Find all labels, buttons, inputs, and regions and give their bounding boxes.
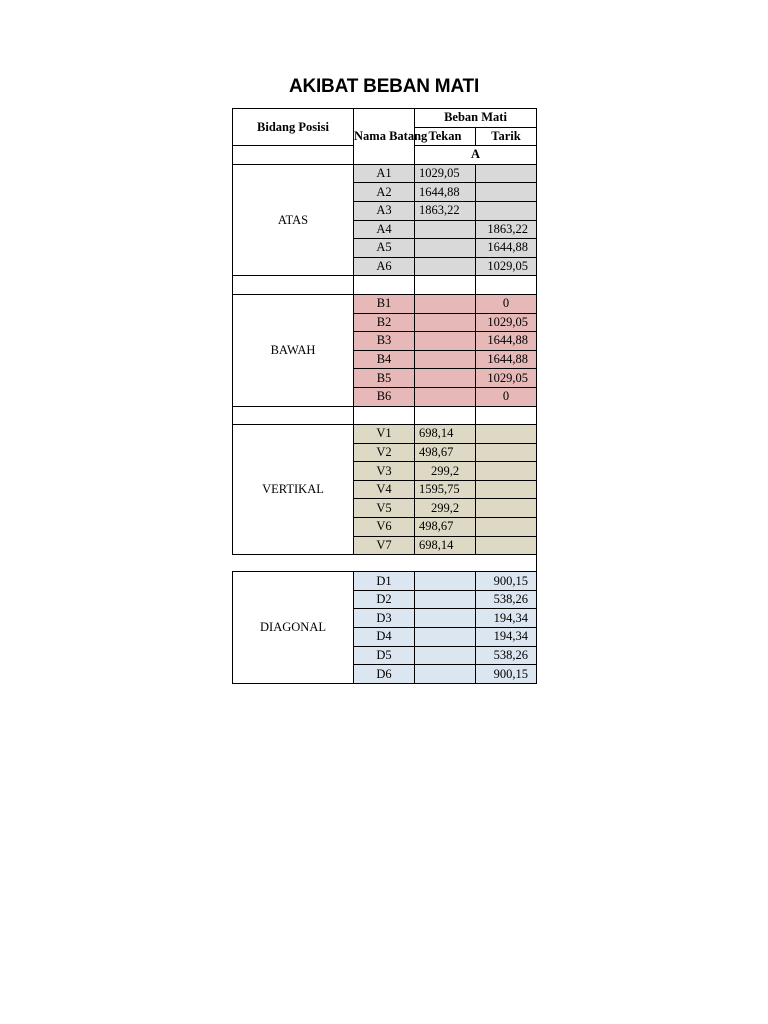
header-tarik: Tarik [476, 127, 537, 146]
tekan-cell: 498,67 [415, 443, 476, 462]
tarik-cell [476, 462, 537, 481]
tarik-cell [476, 443, 537, 462]
table-row [233, 572, 537, 591]
header-nama-batang: Nama Batang [354, 109, 415, 165]
header-blank-cell [233, 146, 354, 165]
header-beban-mati: Beban Mati [415, 109, 537, 128]
tarik-cell: 538,26 [476, 646, 537, 665]
header-sub-a: A [415, 146, 537, 165]
tekan-cell [415, 665, 476, 684]
tekan-cell [415, 609, 476, 628]
tekan-cell [415, 646, 476, 665]
tarik-cell: 1863,22 [476, 220, 537, 239]
nama-cell: D3 [354, 609, 415, 628]
tekan-cell [415, 332, 476, 351]
tarik-cell [476, 201, 537, 220]
nama-cell: V5 [354, 499, 415, 518]
tarik-cell [476, 480, 537, 499]
group-label-vertikal: VERTIKAL [233, 425, 354, 555]
nama-cell: V2 [354, 443, 415, 462]
beban-mati-table [232, 108, 537, 684]
tarik-cell: 900,15 [476, 665, 537, 684]
nama-cell: B1 [354, 294, 415, 313]
tekan-cell: 698,14 [415, 536, 476, 555]
tarik-cell: 1029,05 [476, 369, 537, 388]
nama-cell: A2 [354, 183, 415, 202]
tekan-cell [415, 350, 476, 369]
nama-cell: D5 [354, 646, 415, 665]
tekan-cell [415, 257, 476, 276]
nama-cell: A4 [354, 220, 415, 239]
nama-cell: V6 [354, 518, 415, 537]
nama-cell: B5 [354, 369, 415, 388]
tarik-cell [476, 183, 537, 202]
tarik-cell: 0 [476, 387, 537, 406]
header-row-1 [233, 109, 537, 128]
tekan-cell: 698,14 [415, 425, 476, 444]
nama-cell: B3 [354, 332, 415, 351]
tarik-cell [476, 518, 537, 537]
nama-cell: B6 [354, 387, 415, 406]
tekan-cell: 1863,22 [415, 201, 476, 220]
tekan-cell: 299,2 [415, 499, 476, 518]
nama-cell: A1 [354, 164, 415, 183]
tarik-cell [476, 536, 537, 555]
tarik-cell: 194,34 [476, 628, 537, 647]
header-tekan: Tekan [415, 127, 476, 146]
nama-cell: V4 [354, 480, 415, 499]
nama-cell: A6 [354, 257, 415, 276]
tarik-cell: 1029,05 [476, 257, 537, 276]
nama-cell: D1 [354, 572, 415, 591]
nama-cell: V1 [354, 425, 415, 444]
tarik-cell: 900,15 [476, 572, 537, 591]
tarik-cell [476, 499, 537, 518]
spacer-row [233, 406, 537, 425]
nama-cell: V3 [354, 462, 415, 481]
tekan-cell [415, 590, 476, 609]
nama-cell: A3 [354, 201, 415, 220]
tekan-cell: 299,2 [415, 462, 476, 481]
nama-cell: V7 [354, 536, 415, 555]
table-row [233, 425, 537, 444]
tekan-cell [415, 387, 476, 406]
table-row [233, 294, 537, 313]
nama-cell: D4 [354, 628, 415, 647]
tekan-cell: 1644,88 [415, 183, 476, 202]
tarik-cell: 1644,88 [476, 239, 537, 258]
nama-cell: B2 [354, 313, 415, 332]
group-label-diagonal: DIAGONAL [233, 572, 354, 684]
tarik-cell: 538,26 [476, 590, 537, 609]
group-label-bawah: BAWAH [233, 294, 354, 406]
page-title: AKIBAT BEBAN MATI [288, 76, 480, 97]
tekan-cell: 1595,75 [415, 480, 476, 499]
tekan-cell [415, 239, 476, 258]
tekan-cell [415, 313, 476, 332]
table-row [233, 164, 537, 183]
spacer-row [233, 276, 537, 295]
tekan-cell [415, 572, 476, 591]
nama-cell: B4 [354, 350, 415, 369]
nama-cell: D2 [354, 590, 415, 609]
tarik-cell: 1029,05 [476, 313, 537, 332]
tarik-cell: 194,34 [476, 609, 537, 628]
tekan-cell: 498,67 [415, 518, 476, 537]
tekan-cell [415, 294, 476, 313]
tarik-cell [476, 164, 537, 183]
tekan-cell: 1029,05 [415, 164, 476, 183]
tekan-cell [415, 628, 476, 647]
spacer-row [233, 555, 537, 572]
nama-cell: A5 [354, 239, 415, 258]
tarik-cell [476, 425, 537, 444]
tekan-cell [415, 220, 476, 239]
tarik-cell: 0 [476, 294, 537, 313]
tarik-cell: 1644,88 [476, 350, 537, 369]
tarik-cell: 1644,88 [476, 332, 537, 351]
group-label-atas: ATAS [233, 164, 354, 276]
tekan-cell [415, 369, 476, 388]
nama-cell: D6 [354, 665, 415, 684]
header-bidang-posisi: Bidang Posisi [233, 109, 354, 146]
